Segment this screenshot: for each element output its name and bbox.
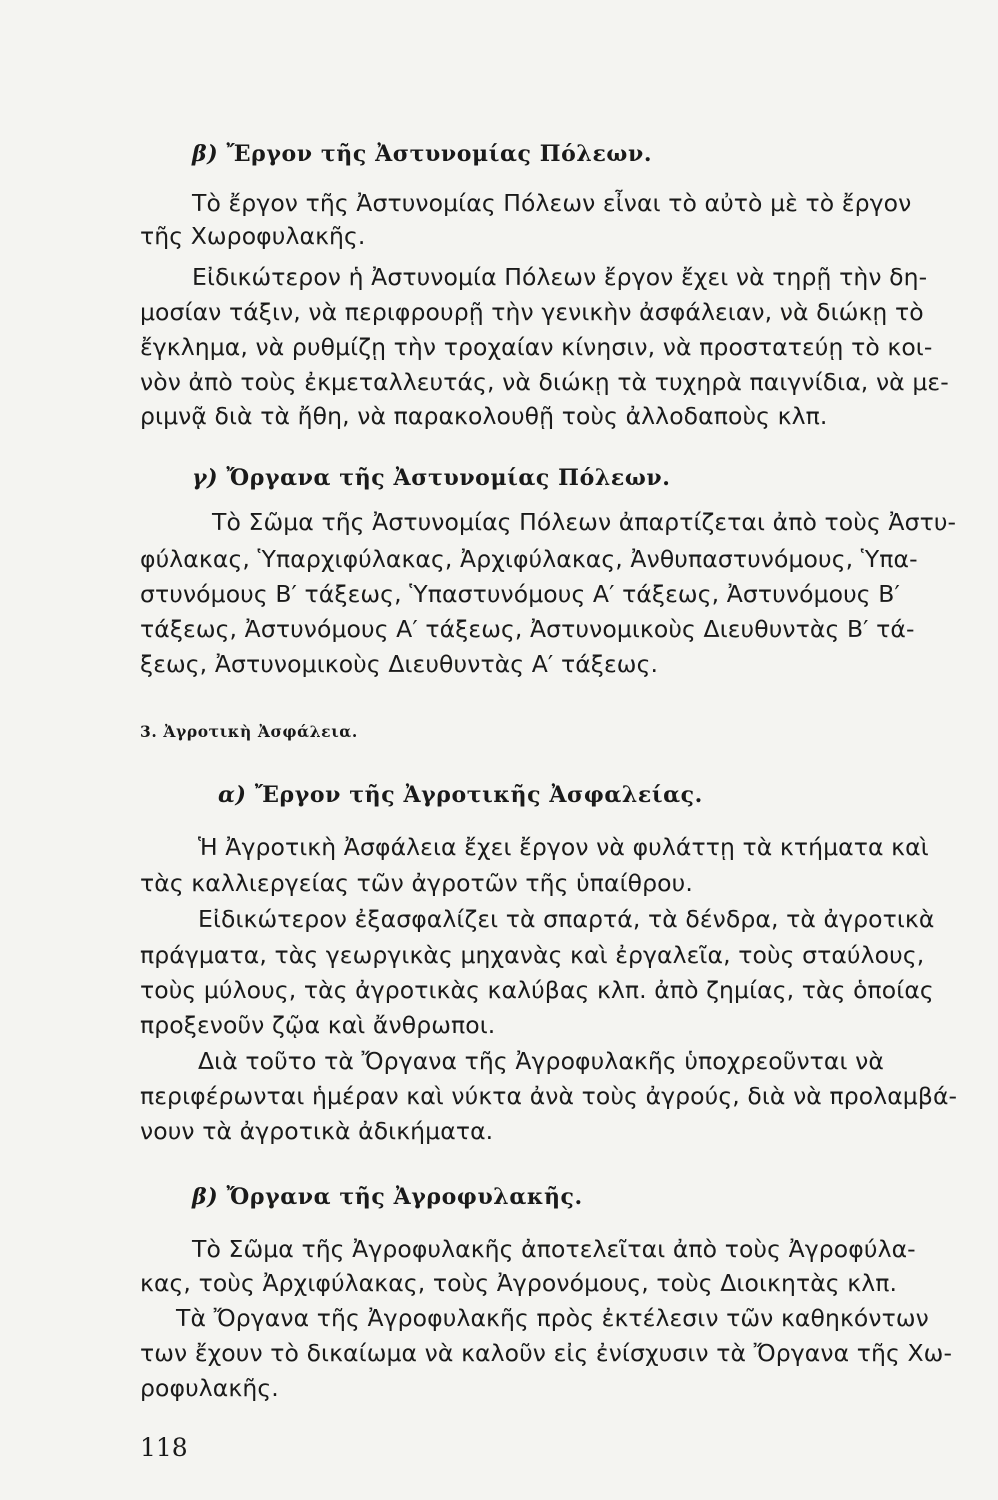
paragraph-line: ἔγκλημα, νὰ ρυθμίζῃ τὴν τροχαίαν κίνησιν, νὰ προστατεύῃ τὸ κοι- <box>140 333 933 361</box>
paragraph-line: φύλακας, Ὑπαρχιφύλακας, Ἀρχιφύλακας, Ἀνθυπαστυνόμους, Ὑπα- <box>140 545 918 573</box>
paragraph-line: Εἰδικώτερον ἡ Ἀστυνομία Πόλεων ἔργον ἔχει νὰ τηρῇ τὴν δη- <box>192 263 928 291</box>
section-title: Ἔργον τῆς Ἀστυνομίας Πόλεων. <box>226 141 653 167</box>
section-label: β) <box>192 1184 219 1210</box>
paragraph-line: τῆς Χωροφυλακῆς. <box>140 222 366 250</box>
section-label: α) <box>218 782 247 808</box>
section-label: γ) <box>192 465 219 491</box>
chapter-heading-rural-security: 3. Ἀγροτικὴ Ἀσφάλεια. <box>140 722 358 741</box>
paragraph-line: περιφέρωνται ἡμέραν καὶ νύκτα ἀνὰ τοὺς ἀγρούς, διὰ νὰ προλαμβά- <box>140 1082 958 1110</box>
paragraph-line: νὸν ἀπὸ τοὺς ἐκμεταλλευτάς, νὰ διώκῃ τὰ τυχηρὰ παιγνίδια, νὰ με- <box>140 368 949 396</box>
paragraph-line: Τὸ ἔργον τῆς Ἀστυνομίας Πόλεων εἶναι τὸ αὐτὸ μὲ τὸ ἔργον <box>192 189 912 217</box>
paragraph-line: νουν τὰ ἀγροτικὰ ἀδικήματα. <box>140 1117 494 1145</box>
paragraph-line: μοσίαν τάξιν, νὰ περιφρουρῇ τὴν γενικὴν ἀσφάλειαν, νὰ διώκῃ τὸ <box>140 298 924 326</box>
paragraph-line: τάξεως, Ἀστυνόμους Α′ τάξεως, Ἀστυνομικοὺς Διευθυντὰς Β′ τά- <box>140 615 915 643</box>
paragraph-line: Τὰ Ὄργανα τῆς Ἀγροφυλακῆς πρὸς ἐκτέλεσιν τῶν καθηκόντων <box>176 1304 929 1332</box>
paragraph-line: ξεως, Ἀστυνομικοὺς Διευθυντὰς Α′ τάξεως. <box>140 650 659 678</box>
section-heading-police-work <box>192 138 652 170</box>
paragraph-line: ριμνᾷ διὰ τὰ ἤθη, νὰ παρακολουθῇ τοὺς ἀλλοδαποὺς κλπ. <box>140 402 828 430</box>
paragraph-line: Εἰδικώτερον ἐξασφαλίζει τὰ σπαρτά, τὰ δένδρα, τὰ ἀγροτικὰ <box>198 905 935 933</box>
paragraph-line: Τὸ Σῶμα τῆς Ἀγροφυλακῆς ἀποτελεῖται ἀπὸ τοὺς Ἀγροφύλα- <box>192 1235 916 1263</box>
section-heading-police-organs <box>192 462 671 494</box>
section-title: Ὄργανα τῆς Ἀγροφυλακῆς. <box>226 1184 583 1210</box>
paragraph-line: κας, τοὺς Ἀρχιφύλακας, τοὺς Ἀγρονόμους, τοὺς Διοικητὰς κλπ. <box>140 1269 898 1297</box>
paragraph-line: τὰς καλλιεργείας τῶν ἀγροτῶν τῆς ὑπαίθρου. <box>140 869 693 897</box>
section-heading-rural-work <box>218 779 703 811</box>
paragraph-line: τοὺς μύλους, τὰς ἀγροτικὰς καλύβας κλπ. ἀπὸ ζημίας, τὰς ὁποίας <box>140 976 934 1004</box>
page-number: 118 <box>140 1433 188 1462</box>
paragraph-line: των ἔχουν τὸ δικαίωμα νὰ καλοῦν εἰς ἐνίσχυσιν τὰ Ὄργανα τῆς Χω- <box>140 1339 953 1367</box>
paragraph-line: στυνόμους Β′ τάξεως, Ὑπαστυνόμους Α′ τάξεως, Ἀστυνόμους Β′ <box>140 580 900 608</box>
paragraph-line: Διὰ τοῦτο τὰ Ὄργανα τῆς Ἀγροφυλακῆς ὑποχρεοῦνται νὰ <box>198 1047 884 1075</box>
section-heading-rural-organs <box>192 1181 583 1213</box>
section-title: Ὄργανα τῆς Ἀστυνομίας Πόλεων. <box>226 465 671 491</box>
paragraph-line: Τὸ Σῶμα τῆς Ἀστυνομίας Πόλεων ἀπαρτίζεται ἀπὸ τοὺς Ἀστυ- <box>212 508 957 536</box>
paragraph-line: Ἡ Ἀγροτικὴ Ἀσφάλεια ἔχει ἔργον νὰ φυλάττῃ τὰ κτήματα καὶ <box>198 833 929 861</box>
section-label: β) <box>192 141 219 167</box>
section-title: Ἔργον τῆς Ἀγροτικῆς Ἀσφαλείας. <box>254 782 703 808</box>
paragraph-line: προξενοῦν ζῷα καὶ ἄνθρωποι. <box>140 1011 496 1039</box>
paragraph-line: ροφυλακῆς. <box>140 1374 279 1402</box>
paragraph-line: πράγματα, τὰς γεωργικὰς μηχανὰς καὶ ἐργαλεῖα, τοὺς σταύλους, <box>140 941 925 969</box>
